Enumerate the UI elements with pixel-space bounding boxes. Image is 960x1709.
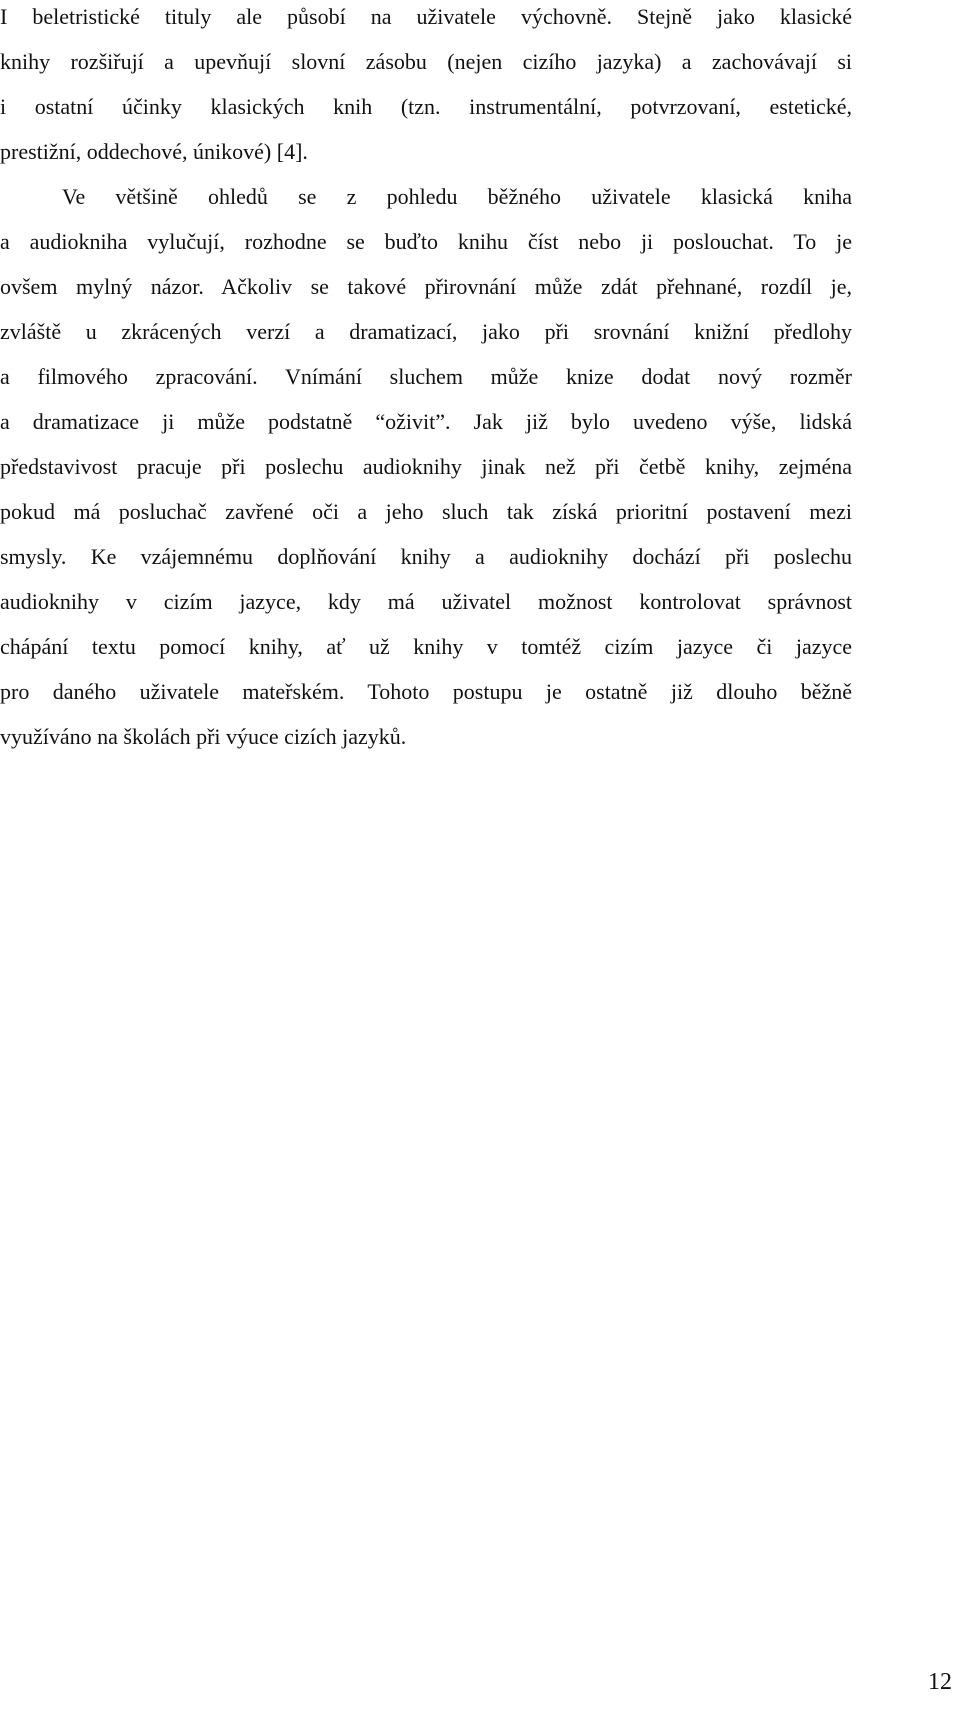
text-line-4: prestižní, oddechové, únikové) [4]. [0,139,308,164]
text-line-8: zvláště u zkrácených verzí a dramatizací, jako při srovnání knižní předlohy [0,319,852,344]
page-number: 12 [928,1669,952,1695]
text-line-5: Ve většině ohledů se z pohledu běžného uživatele klasická kniha [62,184,852,209]
text-line-11: představivost pracuje při poslechu audioknihy jinak než při četbě knihy, zejména [0,454,852,479]
text-line-13: smysly. Ke vzájemnému doplňování knihy a audioknihy dochází při poslechu [0,544,852,569]
text-line-1: I beletristické tituly ale působí na uživatele výchovně. Stejně jako klasické [0,4,852,29]
text-line-6: a audiokniha vylučují, rozhodne se buďto knihu číst nebo ji poslouchat. To je [0,229,852,254]
text-line-17: využíváno na školách při výuce cizích jazyků. [0,724,407,749]
text-line-3: i ostatní účinky klasických knih (tzn. instrumentální, potvrzovaní, estetické, [0,94,852,119]
text-line-9: a filmového zpracování. Vnímání sluchem může knize dodat nový rozměr [0,364,852,389]
text-line-16: pro daného uživatele mateřském. Tohoto postupu je ostatně již dlouho běžně [0,679,852,704]
text-line-7: ovšem mylný názor. Ačkoliv se takové přirovnání může zdát přehnané, rozdíl je, [0,274,852,299]
text-line-15: chápání textu pomocí knihy, ať už knihy v tomtéž cizím jazyce či jazyce [0,634,852,659]
text-line-12: pokud má posluchač zavřené oči a jeho sluch tak získá prioritní postavení mezi [0,499,852,524]
text-line-2: knihy rozšiřují a upevňují slovní zásobu (nejen cizího jazyka) a zachovávají si [0,49,852,74]
text-line-14: audioknihy v cizím jazyce, kdy má uživatel možnost kontrolovat správnost [0,589,852,614]
text-line-10: a dramatizace ji může podstatně “oživit”. Jak již bylo uvedeno výše, lidská [0,409,852,434]
